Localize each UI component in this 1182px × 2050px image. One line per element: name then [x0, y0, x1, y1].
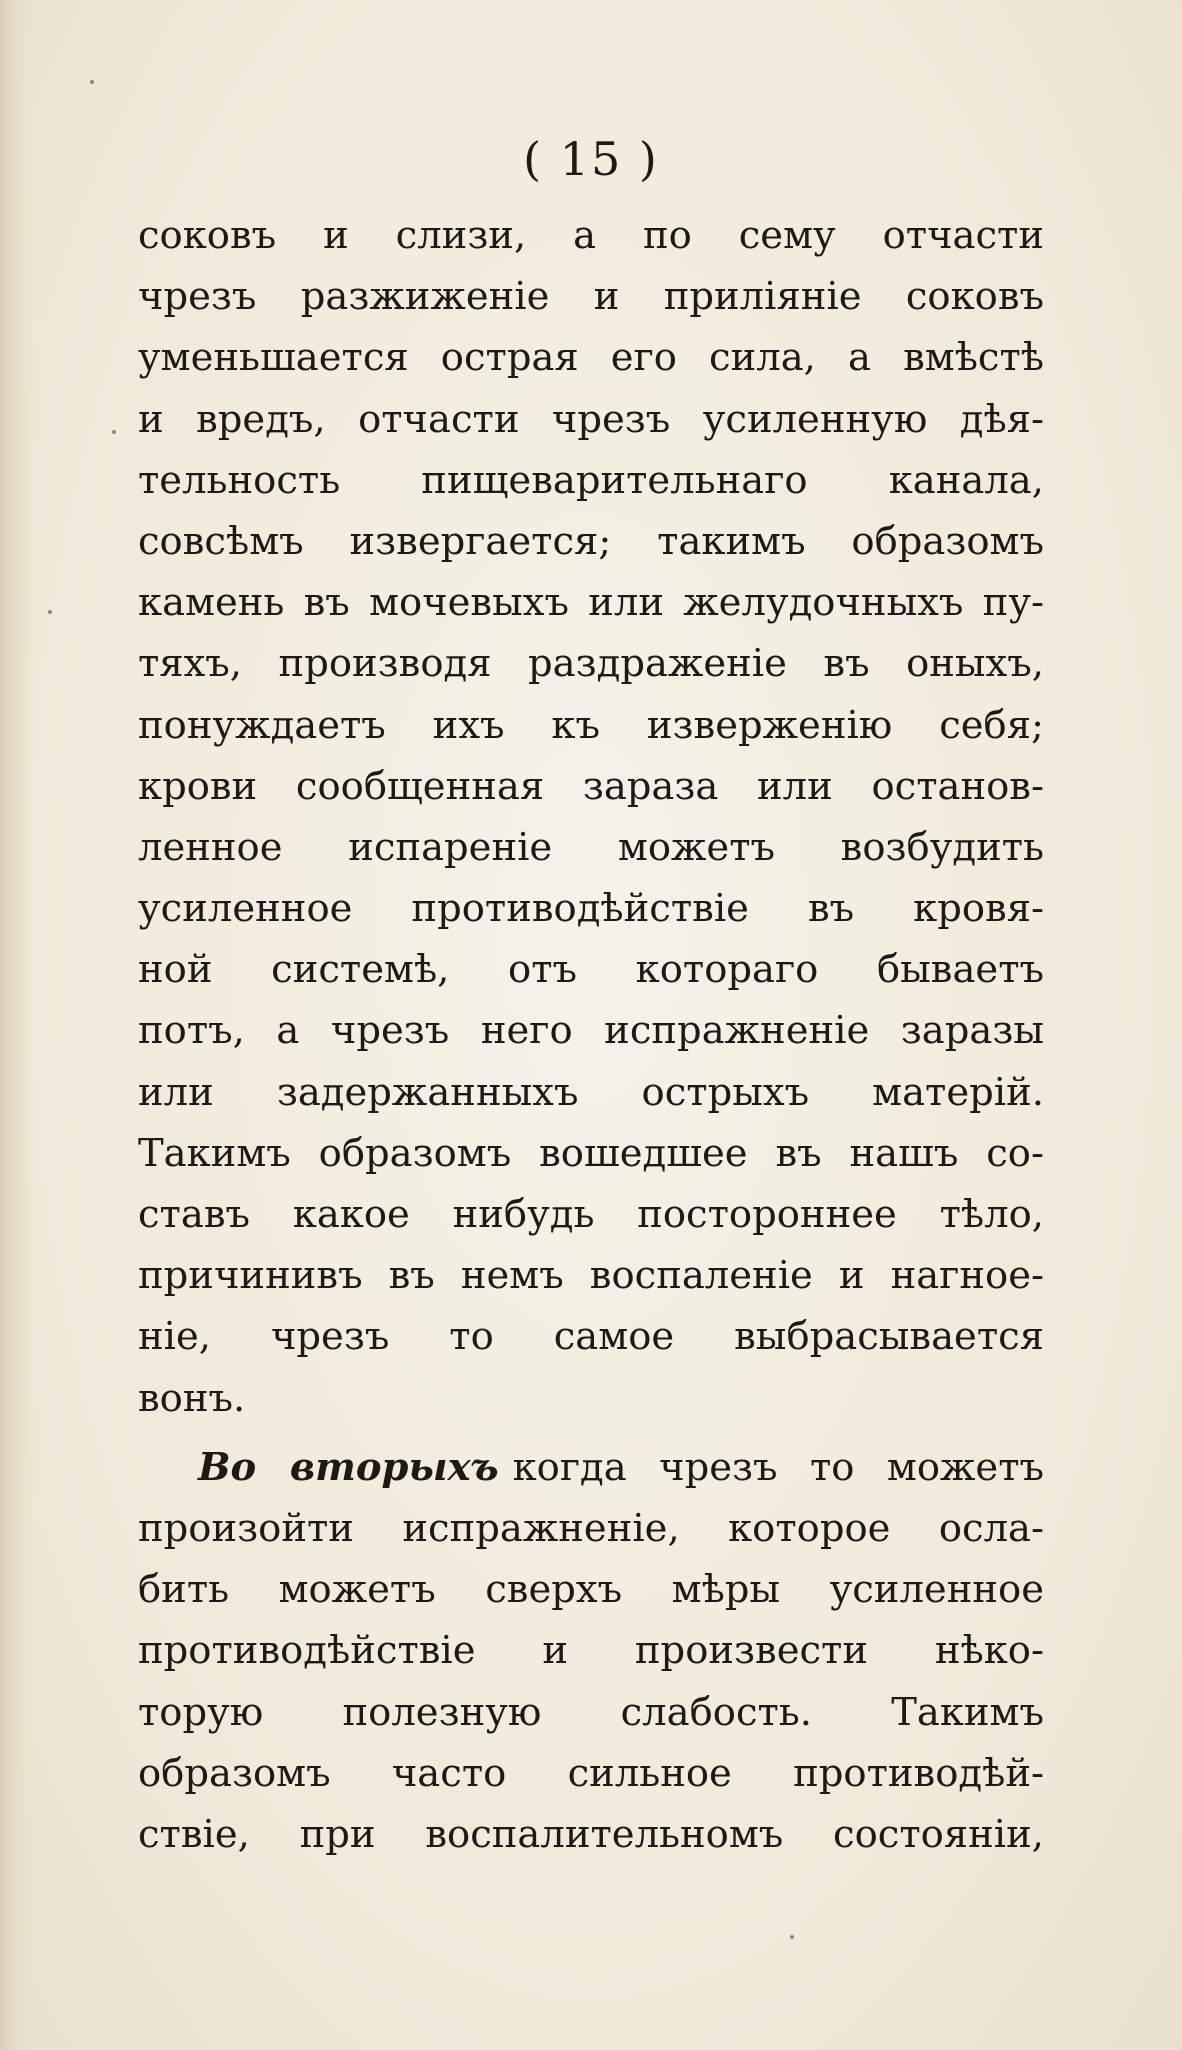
- first-line-rest: когда чрезъ то можетъ: [512, 1444, 1044, 1490]
- text-line-first: [138, 1437, 1044, 1498]
- text-line: произойти испражненіе, которое осла-: [138, 1505, 1044, 1551]
- text-line: уменьшается острая его сила, а вмѣстѣ: [138, 335, 1044, 381]
- text-line: образомъ часто сильное противодѣй-: [138, 1750, 1044, 1796]
- text-line: понуждаетъ ихъ къ изверженію себя;: [138, 702, 1044, 748]
- text-line: вонъ.: [138, 1375, 246, 1421]
- text-line: и вредъ, отчасти чрезъ усиленную дѣя-: [138, 396, 1044, 442]
- paper-speck: [790, 1935, 794, 1939]
- text-line: тельность пищеварительнаго канала,: [138, 457, 1044, 503]
- text-line: ной системѣ, отъ котораго бываетъ: [138, 947, 1044, 993]
- paragraph-2: [138, 1437, 1044, 1865]
- text-line: совсѣмъ извергается; такимъ образомъ: [138, 518, 1044, 564]
- italic-lead-in: Во вторыхъ: [198, 1444, 499, 1490]
- text-line: бить можетъ сверхъ мѣры усиленное: [138, 1567, 1044, 1613]
- text-line: усиленное противодѣйствіе въ кровя-: [138, 886, 1044, 932]
- text-line: или задержанныхъ острыхъ матерій.: [138, 1069, 1044, 1115]
- text-line: торую полезную слабость. Такимъ: [138, 1689, 1044, 1735]
- text-line: тяхъ, производя раздраженіе въ оныхъ,: [138, 641, 1044, 687]
- page-gutter-shadow: [0, 0, 34, 2050]
- text-line: Такимъ образомъ вошедшее въ нашъ со-: [138, 1130, 1044, 1176]
- text-line: крови сообщенная зараза или останов-: [138, 763, 1044, 809]
- paper-speck: [112, 430, 116, 434]
- page-number: ( 15 ): [523, 132, 659, 186]
- text-line: причинивъ въ немъ воспаленіе и нагное-: [138, 1253, 1044, 1299]
- text-line: ніе, чрезъ то самое выбрасывается: [138, 1314, 1044, 1360]
- paragraph-1: [138, 205, 1044, 1429]
- paper-speck: [90, 80, 94, 84]
- text-line: ленное испареніе можетъ возбудить: [138, 824, 1044, 870]
- paper-speck: [48, 610, 52, 614]
- text-line: чрезъ разжиженіе и приліяніе соковъ: [138, 274, 1044, 320]
- text-line: камень въ мочевыхъ или желудочныхъ пу-: [138, 580, 1044, 626]
- body-text: [138, 205, 1044, 1865]
- text-line: потъ, а чрезъ него испражненіе заразы: [138, 1008, 1044, 1054]
- text-line: ствіе, при воспалительномъ состояніи,: [138, 1811, 1044, 1857]
- text-line: соковъ и слизи, а по сему отчасти: [138, 213, 1044, 258]
- text-line: ставъ какое нибудь постороннее тѣло,: [138, 1192, 1044, 1237]
- text-line: противодѣйствіе и произвести нѣко-: [138, 1628, 1044, 1674]
